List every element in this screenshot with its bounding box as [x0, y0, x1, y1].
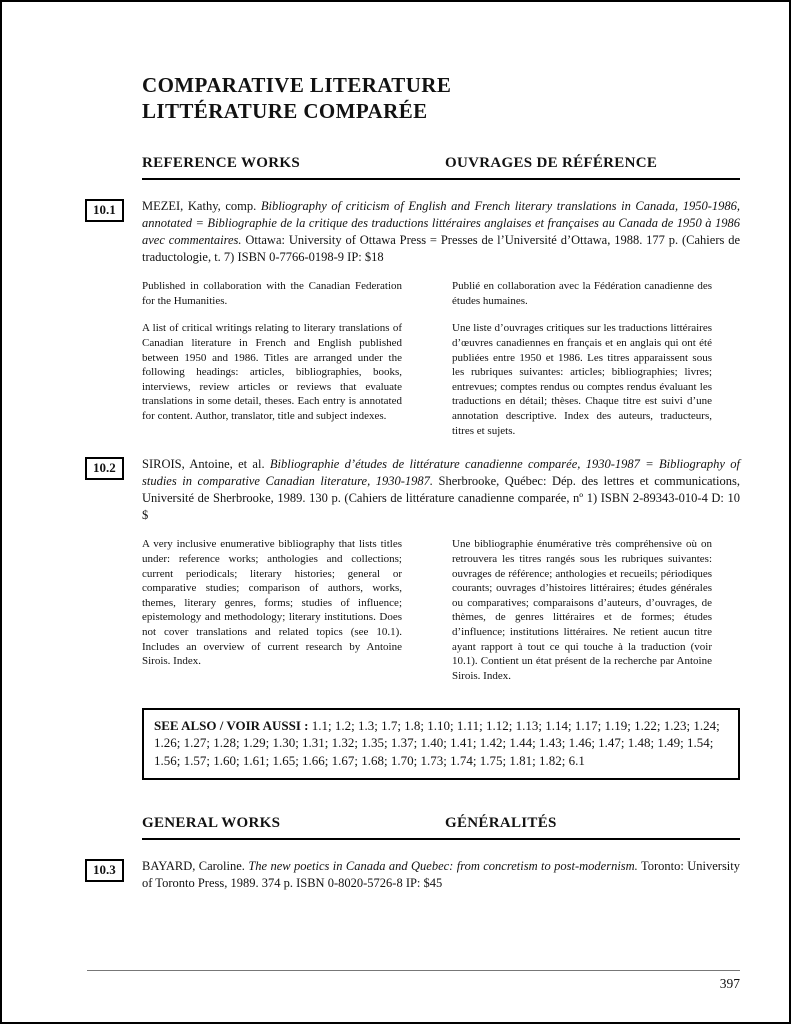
- page-title-line2: LITTÉRATURE COMPARÉE: [142, 99, 428, 124]
- entry-10-2: [93, 456, 740, 683]
- see-also-label: SEE ALSO / VOIR AUSSI :: [154, 717, 309, 733]
- entry-number-badge: 10.1: [85, 199, 124, 222]
- section-header-reference: [142, 154, 740, 180]
- citation-title: Bibliography of criticism of English and French literary translations in Canada, 1950-1986, annotated = Bibliographie de la critique des traductions littéraires anglaises et françaises au Canada de 1950 à 1986 avec commentaires.: [142, 199, 741, 248]
- citation-author: SIROIS, Antoine, et al.: [142, 457, 270, 472]
- annotation-fr: Une liste d’ouvrages critiques sur les traductions littéraires d’œuvres canadiennes en français et en anglais qui ont été publiées entre 1950 et 1986. Les titres apparaissent sous les rubriques suivantes: articles; bibliographies; livres; entrevues; comptes rendus ou comptes rendus évaluant les traductions en détail; thèses. Chaque titre est suivi d’une annotation descriptive. Index des auteurs, traducteurs, titres et sujets.: [452, 322, 712, 437]
- annotation-fr: Publié en collaboration avec la Fédération canadienne des études humaines.: [452, 280, 712, 307]
- section-header-general: [142, 814, 740, 840]
- entry-10-3: [93, 858, 741, 892]
- annotation-row: [142, 279, 740, 308]
- annotation-en: A list of critical writings relating to literary translations of Canadian literature in French and English published between 1950 and 1986. Titles are arranged under the following headings: articles, bibliographies, books, interviews, review articles or reviews that evaluate translations in some detail, theses. Each entry is annotated for content. Author, translator, title and subject indexes.: [142, 322, 402, 423]
- citation: [142, 456, 740, 524]
- section-header-general-fr: GÉNÉRALITÉS: [445, 815, 557, 832]
- citation-imprint: Sherbrooke, Québec: Dép. des lettres et communications, Université de Sherbrooke, 1989. 130 p. (Cahiers de littérature canadienne comparée, nº 1) ISBN 2-89343-010-4 D: 10 $: [142, 474, 740, 523]
- citation: [142, 858, 740, 892]
- section-header-reference-en: REFERENCE WORKS: [142, 155, 301, 172]
- section-header-general-en: GENERAL WORKS: [142, 815, 281, 832]
- citation-author: MEZEI, Kathy, comp.: [142, 199, 261, 214]
- page-number: 397: [719, 976, 740, 991]
- citation: [142, 198, 740, 266]
- annotation-row: [142, 537, 740, 683]
- entry-number-badge: 10.2: [85, 457, 124, 480]
- citation-title: Bibliographie d’études de littérature canadienne comparée, 1930-1987 = Bibliography of studies in comparative Canadian literature, 1930-1987.: [142, 457, 740, 489]
- page-title: [142, 72, 740, 124]
- citation-title: The new poetics in Canada and Quebec: from concretism to post-modernism.: [248, 859, 638, 874]
- annotation-row: [142, 321, 740, 438]
- page-title-line1: COMPARATIVE LITERATURE: [142, 73, 452, 97]
- citation-author: BAYARD, Caroline.: [142, 859, 249, 874]
- footer-rule: [87, 970, 740, 971]
- entry-10-1: [93, 198, 741, 438]
- page-content: [93, 2, 741, 892]
- citation-imprint: Toronto: University of Toronto Press, 1989. 374 p. ISBN 0-8020-5726-8 IP: $45: [142, 859, 741, 891]
- annotation-en: Published in collaboration with the Canadian Federation for the Humanities.: [142, 280, 402, 307]
- entry-number-badge: 10.3: [85, 859, 124, 882]
- section-header-reference-fr: OUVRAGES DE RÉFÉRENCE: [445, 155, 658, 172]
- citation-imprint: Ottawa: University of Ottawa Press = Presses de l’Université d’Ottawa, 1988. 177 p. (Cahiers de traductologie, t. 7) ISBN 0-7766-0198-9 IP: $18: [142, 233, 741, 265]
- annotation-fr: Une bibliographie énumérative très compréhensive où on retrouvera les titres rangés sous les rubriques suivantes: ouvrages de référence; anthologies et recueils; périodiques courants; ouvrages d’histoires littéraires; études générales ou comparatives; comparaisons d’auteurs, d’ouvrages, de thèmes, de genres littéraires et de formes; études d’influence; institutions littéraires. Ne retient aucun titre ayant rapport à tout ce qui touche à la traduction (voir 10.1). Contient un état présent de la recherche par Antoine Sirois. Index.: [452, 538, 712, 682]
- see-also-refs: 1.1; 1.2; 1.3; 1.7; 1.8; 1.10; 1.11; 1.12; 1.13; 1.14; 1.17; 1.19; 1.22; 1.23; 1.24; 1.26; 1.27; 1.28; 1.29; 1.30; 1.31; 1.32; 1.35; 1.37; 1.40; 1.41; 1.42; 1.44; 1.43; 1.46; 1.47; 1.48; 1.49; 1.54; 1.56; 1.57; 1.60; 1.61; 1.65; 1.66; 1.67; 1.68; 1.70; 1.73; 1.74; 1.75; 1.81; 1.82; 6.1: [154, 717, 720, 768]
- annotation-en: A very inclusive enumerative bibliography that lists titles under: reference works; anthologies and collections; current periodicals; literary histories; general or comparative studies; comparison of authors, works, themes, literary genres, forms; studies of influence; epistemology and methodology; literary institutions. Does not cover translations and related topics (see 10.1). Includes an overview of current research by Antoine Sirois. Index.: [142, 538, 402, 668]
- see-also-box: [142, 708, 740, 781]
